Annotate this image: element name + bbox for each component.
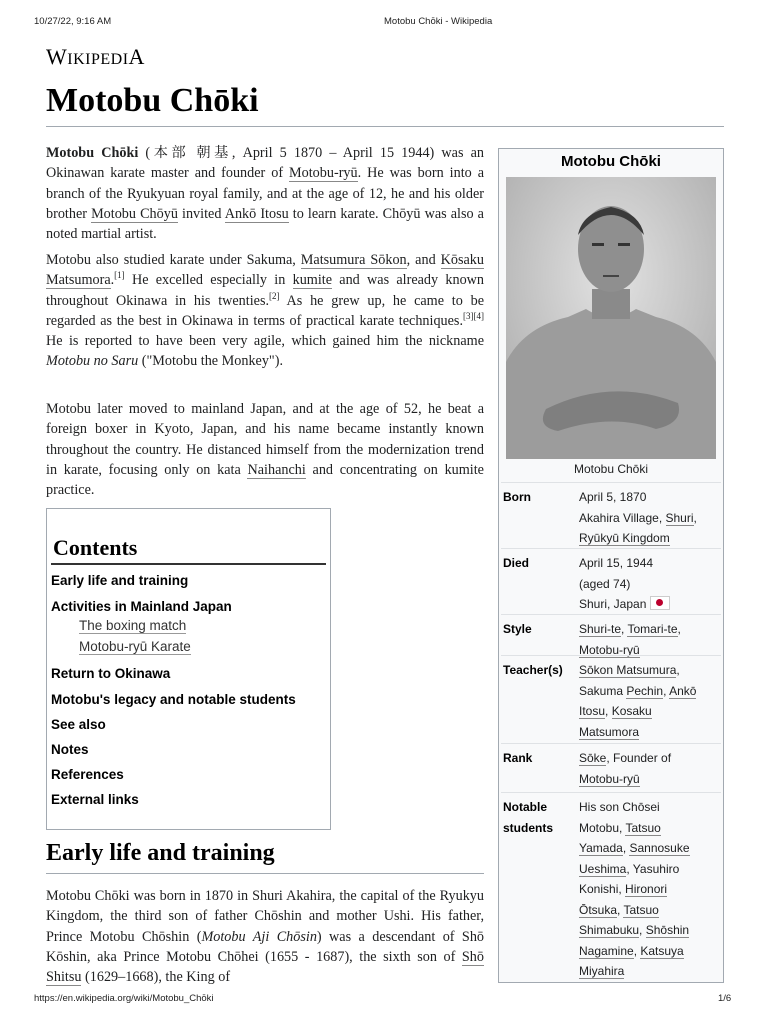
died-value: April 15, 1944 (aged 74) Shuri, Japan xyxy=(579,553,719,615)
link-sokon-matsumura[interactable]: Sōkon Matsumura xyxy=(579,663,677,677)
page-title: Motobu Chōki xyxy=(46,82,259,119)
born-value: April 5, 1870 Akahira Village, Shuri, Ryūkyū Kingdom xyxy=(579,490,697,545)
toc-item-notes[interactable]: Notes xyxy=(51,742,89,757)
link-kosaku[interactable]: Kosaku xyxy=(611,704,652,718)
link-motobu-ryu[interactable]: Motobu-ryū xyxy=(289,165,358,182)
students-value: His son Chōsei Motobu, Tatsuo Yamada, Sannosuke Ueshima, Yasuhiro Konishi, Hironori Ōtsuka, Tatsuo Shimabuku, Shōshin Nagamine, Katsuya Miyahira xyxy=(579,800,690,978)
link-motobu-ryu-style[interactable]: Motobu-ryū xyxy=(579,642,640,657)
link-shoshin[interactable]: Shōshin xyxy=(645,923,690,937)
link-shuri-te[interactable]: Shuri-te xyxy=(579,622,622,636)
infobox xyxy=(498,148,724,983)
died-label: Died xyxy=(503,556,530,570)
toc-subitem-boxing-match[interactable]: The boxing match xyxy=(79,618,187,633)
link-hironori[interactable]: Hironori xyxy=(625,882,668,896)
link-tomari-te[interactable]: Tomari-te xyxy=(627,622,678,636)
link-shimabuku[interactable]: Shimabuku xyxy=(579,923,640,937)
link-naihanchi[interactable]: Naihanchi xyxy=(247,461,306,478)
infobox-row-teachers xyxy=(501,655,721,744)
link-kumite[interactable]: kumite xyxy=(292,272,332,289)
link-miyahira[interactable]: Miyahira xyxy=(579,964,625,978)
link-yamada[interactable]: Yamada xyxy=(579,841,623,855)
toc-item-references[interactable]: References xyxy=(51,767,124,782)
portrait-photo[interactable] xyxy=(506,177,716,459)
link-matsumura-sokon[interactable]: Matsumura Sōkon xyxy=(300,252,407,268)
toc-item-early-life[interactable]: Early life and training xyxy=(51,573,189,588)
students-label: Notable students xyxy=(503,800,554,835)
link-sho-shitsu[interactable]: Shō Shitsu xyxy=(46,948,484,986)
ref-3[interactable]: [3] xyxy=(463,310,474,321)
link-motobu-choyu[interactable]: Motobu Chōyū xyxy=(91,205,178,222)
link-itosu[interactable]: Itosu xyxy=(579,704,606,718)
ref-2[interactable]: [2] xyxy=(269,290,280,301)
toc-item-return-okinawa[interactable]: Return to Okinawa xyxy=(51,666,171,681)
print-page-number: 1/6 xyxy=(718,993,732,1004)
infobox-row-rank xyxy=(501,743,721,790)
link-nagamine[interactable]: Nagamine xyxy=(579,943,634,958)
link-otsuka[interactable]: Ōtsuka xyxy=(579,902,618,917)
ref-4[interactable]: [4] xyxy=(473,310,484,321)
portrait-image xyxy=(506,177,716,459)
infobox-row-born xyxy=(501,482,721,545)
link-kosaku-matsumora[interactable]: Kōsaku Matsumora xyxy=(46,252,484,289)
infobox-row-students xyxy=(501,792,721,978)
print-datetime: 10/27/22, 9:16 AM xyxy=(34,16,112,27)
rank-value: Sōke, Founder of Motobu-ryū xyxy=(579,751,672,786)
rank-label: Rank xyxy=(503,751,533,765)
link-katsuya[interactable]: Katsuya xyxy=(640,943,684,958)
section-paragraph-early-life: Motobu Chōki was born in 1870 in Shuri Akahira, the capital of the Ryukyu Kingdom, the third son of father Chōshin and mother Ushi. His father, Prince Motobu Chōshin (Motobu Aji Chōsin) was a descendant of Shō Kōshin, aka Prince Motobu Chōhei (1655 - 1687), the sixth son of Shō Shitsu (1629–1668), the King of xyxy=(46,888,485,986)
toc-item-see-also[interactable]: See also xyxy=(51,717,106,732)
teachers-label: Teacher(s) xyxy=(503,663,563,677)
wikipedia-logo[interactable]: WIKIPEDIA xyxy=(46,44,145,69)
link-anko-itosu[interactable]: Ankō Itosu xyxy=(224,205,289,222)
link-shuri[interactable]: Shuri xyxy=(665,510,694,525)
link-motobu-ryu-rank[interactable]: Motobu-ryū xyxy=(579,771,640,786)
style-value: Shuri-te, Tomari-te, Motobu-ryū xyxy=(579,622,681,657)
link-ueshima[interactable]: Ueshima xyxy=(579,861,627,876)
japan-flag-icon xyxy=(650,596,670,610)
photo-caption: Motobu Chōki xyxy=(573,462,649,476)
link-ryukyu-kingdom[interactable]: Ryūkyū Kingdom xyxy=(579,531,670,545)
born-label: Born xyxy=(503,490,531,504)
lead-paragraph-2: Motobu also studied karate under Sakuma, Matsumura Sōkon, and Kōsaku Matsumora.[1] He excelled especially in kumite and was already known throughout Okinawa in his twenties.[2] As he grew up, he came to be regarded as the best in Okinawa in terms of practical karate techniques.[3][4] He is reported to have been very agile, which gained him the nickname Motobu no Saru ("Motobu the Monkey"). xyxy=(46,252,484,370)
infobox-title: Motobu Chōki xyxy=(561,153,661,170)
print-url: https://en.wikipedia.org/wiki/Motobu_Chōki xyxy=(34,993,214,1004)
infobox-row-died xyxy=(501,548,721,611)
print-doc-title: Motobu Chōki - Wikipedia xyxy=(384,16,493,27)
link-sannosuke[interactable]: Sannosuke xyxy=(629,841,690,855)
link-anko[interactable]: Ankō xyxy=(669,683,697,698)
toc-item-external-links[interactable]: External links xyxy=(51,792,139,807)
toc-subitem-motobu-ryu-karate[interactable]: Motobu-ryū Karate xyxy=(79,639,191,654)
ref-1[interactable]: [1] xyxy=(114,270,125,281)
link-tatsuo[interactable]: Tatsuo xyxy=(623,902,659,917)
toc-item-mainland-japan[interactable]: Activities in Mainland Japan xyxy=(51,599,232,614)
toc-item-legacy[interactable]: Motobu's legacy and notable students xyxy=(51,692,296,707)
link-tatsuo-yamada[interactable]: Tatsuo xyxy=(625,820,661,835)
teachers-value: Sōkon Matsumura, Sakuma Pechin, Ankō Itosu, Kosaku Matsumora xyxy=(579,663,697,739)
link-pechin[interactable]: Pechin xyxy=(626,683,664,698)
link-matsumora[interactable]: Matsumora xyxy=(579,724,640,739)
infobox-row-style xyxy=(501,614,721,657)
link-soke[interactable]: Sōke xyxy=(579,751,607,765)
lead-paragraph-1: Motobu Chōki (本部 朝基, April 5 1870 – April 15 1944) was an Okinawan karate master and founder of Motobu-ryū. He was born into a branch of the Ryukyuan royal family, and at the age of 12, he and his older brother Motobu Chōyū invited Ankō Itosu to learn karate. Chōyū was also a noted martial artist. xyxy=(46,145,484,243)
table-of-contents xyxy=(46,508,331,830)
contents-heading: Contents xyxy=(53,535,138,560)
lead-paragraph-3: Motobu later moved to mainland Japan, and at the age of 52, he beat a foreign boxer in Kyoto, Japan, and his name became instantly known throughout the country. He distanced himself from the modernization trend in karate, focusing only on kata Naihanchi and concentrating on kumite practice. xyxy=(46,401,484,499)
section-heading-early-life: Early life and training xyxy=(46,840,275,866)
contents-divider xyxy=(51,563,326,565)
title-divider xyxy=(46,126,724,127)
section-divider xyxy=(46,873,484,874)
style-label: Style xyxy=(503,622,532,636)
